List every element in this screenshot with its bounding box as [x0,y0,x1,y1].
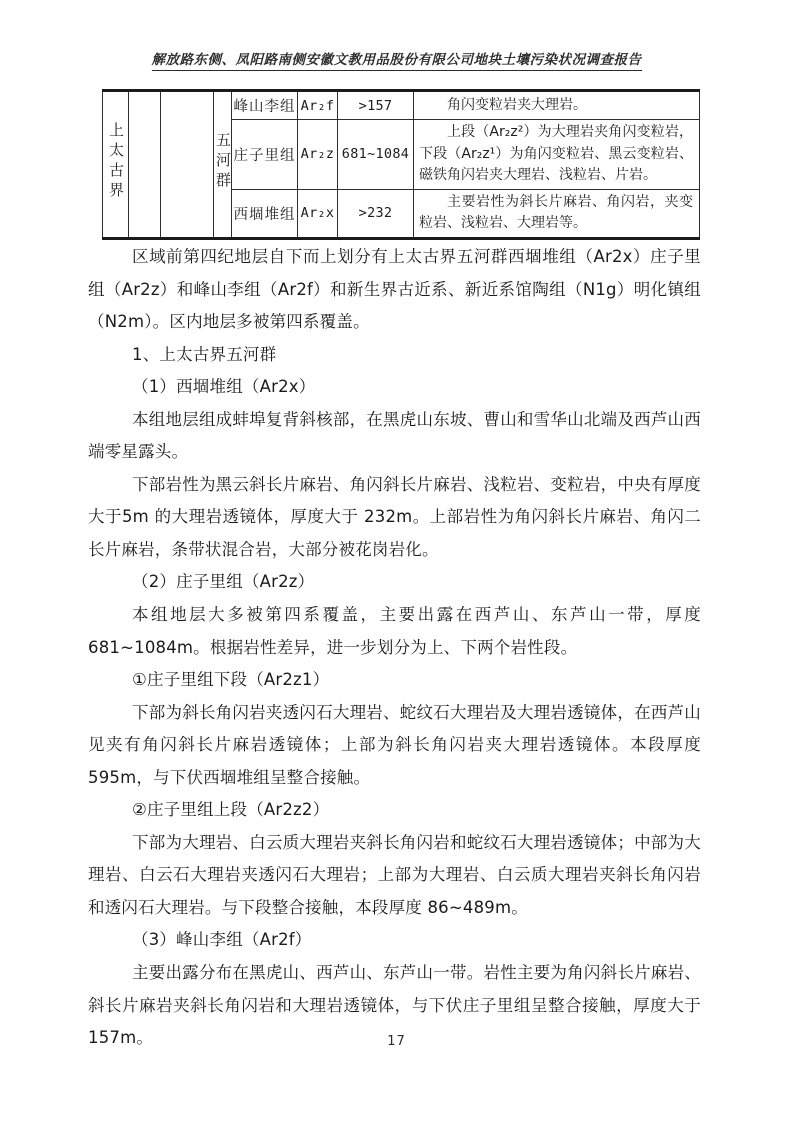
thickness-cell: >157 [338,91,414,120]
description-cell: 主要岩性为斜长片麻岩、角闪岩，夹变粒岩、浅粒岩、大理岩等。 [414,189,700,238]
code-cell: Ar₂x [298,189,338,238]
group-cell [214,91,232,239]
paragraph: 1、上太古界五河群 [132,344,277,364]
paragraph: 本组地层组成蚌埠复背斜核部，在黑虎山东坡、曹山和雪华山北端及西芦山西端零星露头。 [88,409,701,462]
empty-cell [161,91,214,239]
formation-cell: 庄子里组 [232,120,298,190]
paragraph: 本组地层大多被第四系覆盖，主要出露在西芦山、东芦山一带，厚度 681~1084m。根据岩性差异，进一步划分为上、下两个岩性段。 [88,605,701,657]
group-label: 五河群 [214,132,232,193]
thickness-cell: 681~1084 [338,120,414,190]
era-cell [103,91,129,239]
paragraph: 区域前第四纪地层自下而上划分有上太古界五河群西堌堆组（Ar2x）庄子里组（Ar2z）和峰山李组（Ar2f）和新生界古近系、新近系馆陶组（N1g）明化镇组（N2m）。区内地层多被第四系覆盖。 [88,247,701,332]
paragraph: （3）峰山李组（Ar2f） [132,930,312,950]
paragraph: （1）西堌堆组（Ar2x） [132,377,316,397]
description-cell: 上段（Ar₂z²）为大理岩夹角闪变粒岩，下段（Ar₂z¹）为角闪变粒岩、黑云变粒岩、磁铁角闪岩夹大理岩、浅粒岩、片岩。 [414,120,700,190]
thickness-cell: >232 [338,189,414,238]
formation-cell: 西堌堆组 [232,189,298,238]
paragraph: ②庄子里组上段（Ar2z2） [132,800,330,820]
table-row [103,91,700,120]
page-number: 17 [387,1034,406,1049]
paragraph: （2）庄子里组（Ar2z） [132,572,315,592]
document-header-title: 解放路东侧、凤阳路南侧安徽文教用品股份有限公司地块土壤污染状况调查报告 [152,52,642,71]
code-cell: Ar₂z [298,120,338,190]
document-header [0,48,793,68]
code-cell: Ar₂f [298,91,338,120]
paragraph: ①庄子里组下段（Ar2z1） [132,670,330,690]
era-label: 上太古界 [107,122,125,203]
empty-cell [129,91,161,239]
body-text [88,241,701,1055]
paragraph: 下部岩性为黑云斜长片麻岩、角闪斜长片麻岩、浅粒岩、变粒岩，中央有厚度大于5m 的大理岩透镜体，厚度大于 232m。上部岩性为角闪斜长片麻岩、角闪二长片麻岩，条带状混合岩，大部分被花岗岩化。 [88,474,701,559]
description-cell: 角闪变粒岩夹大理岩。 [414,91,700,120]
formation-cell: 峰山李组 [232,91,298,120]
paragraph: 主要出露分布在黑虎山、西芦山、东芦山一带。岩性主要为角闪斜长片麻岩、斜长片麻岩夹斜长角闪岩和大理岩透镜体，与下伏庄子里组呈整合接触，厚度大于157m。 [88,963,701,1048]
paragraph: 下部为斜长角闪岩夹透闪石大理岩、蛇纹石大理岩及大理岩透镜体，在西芦山见夹有角闪斜长片麻岩透镜体；上部为斜长角闪岩夹大理岩透镜体。本段厚度595m，与下伏西堌堆组呈整合接触。 [88,702,701,787]
paragraph: 下部为大理岩、白云质大理岩夹斜长角闪岩和蛇纹石大理岩透镜体；中部为大理岩、白云石大理岩夹透闪石大理岩；上部为大理岩、白云质大理岩夹斜长角闪岩和透闪石大理岩。与下段整合接触，本段厚度 86~489m。 [88,832,701,917]
stratigraphy-table [102,89,700,240]
